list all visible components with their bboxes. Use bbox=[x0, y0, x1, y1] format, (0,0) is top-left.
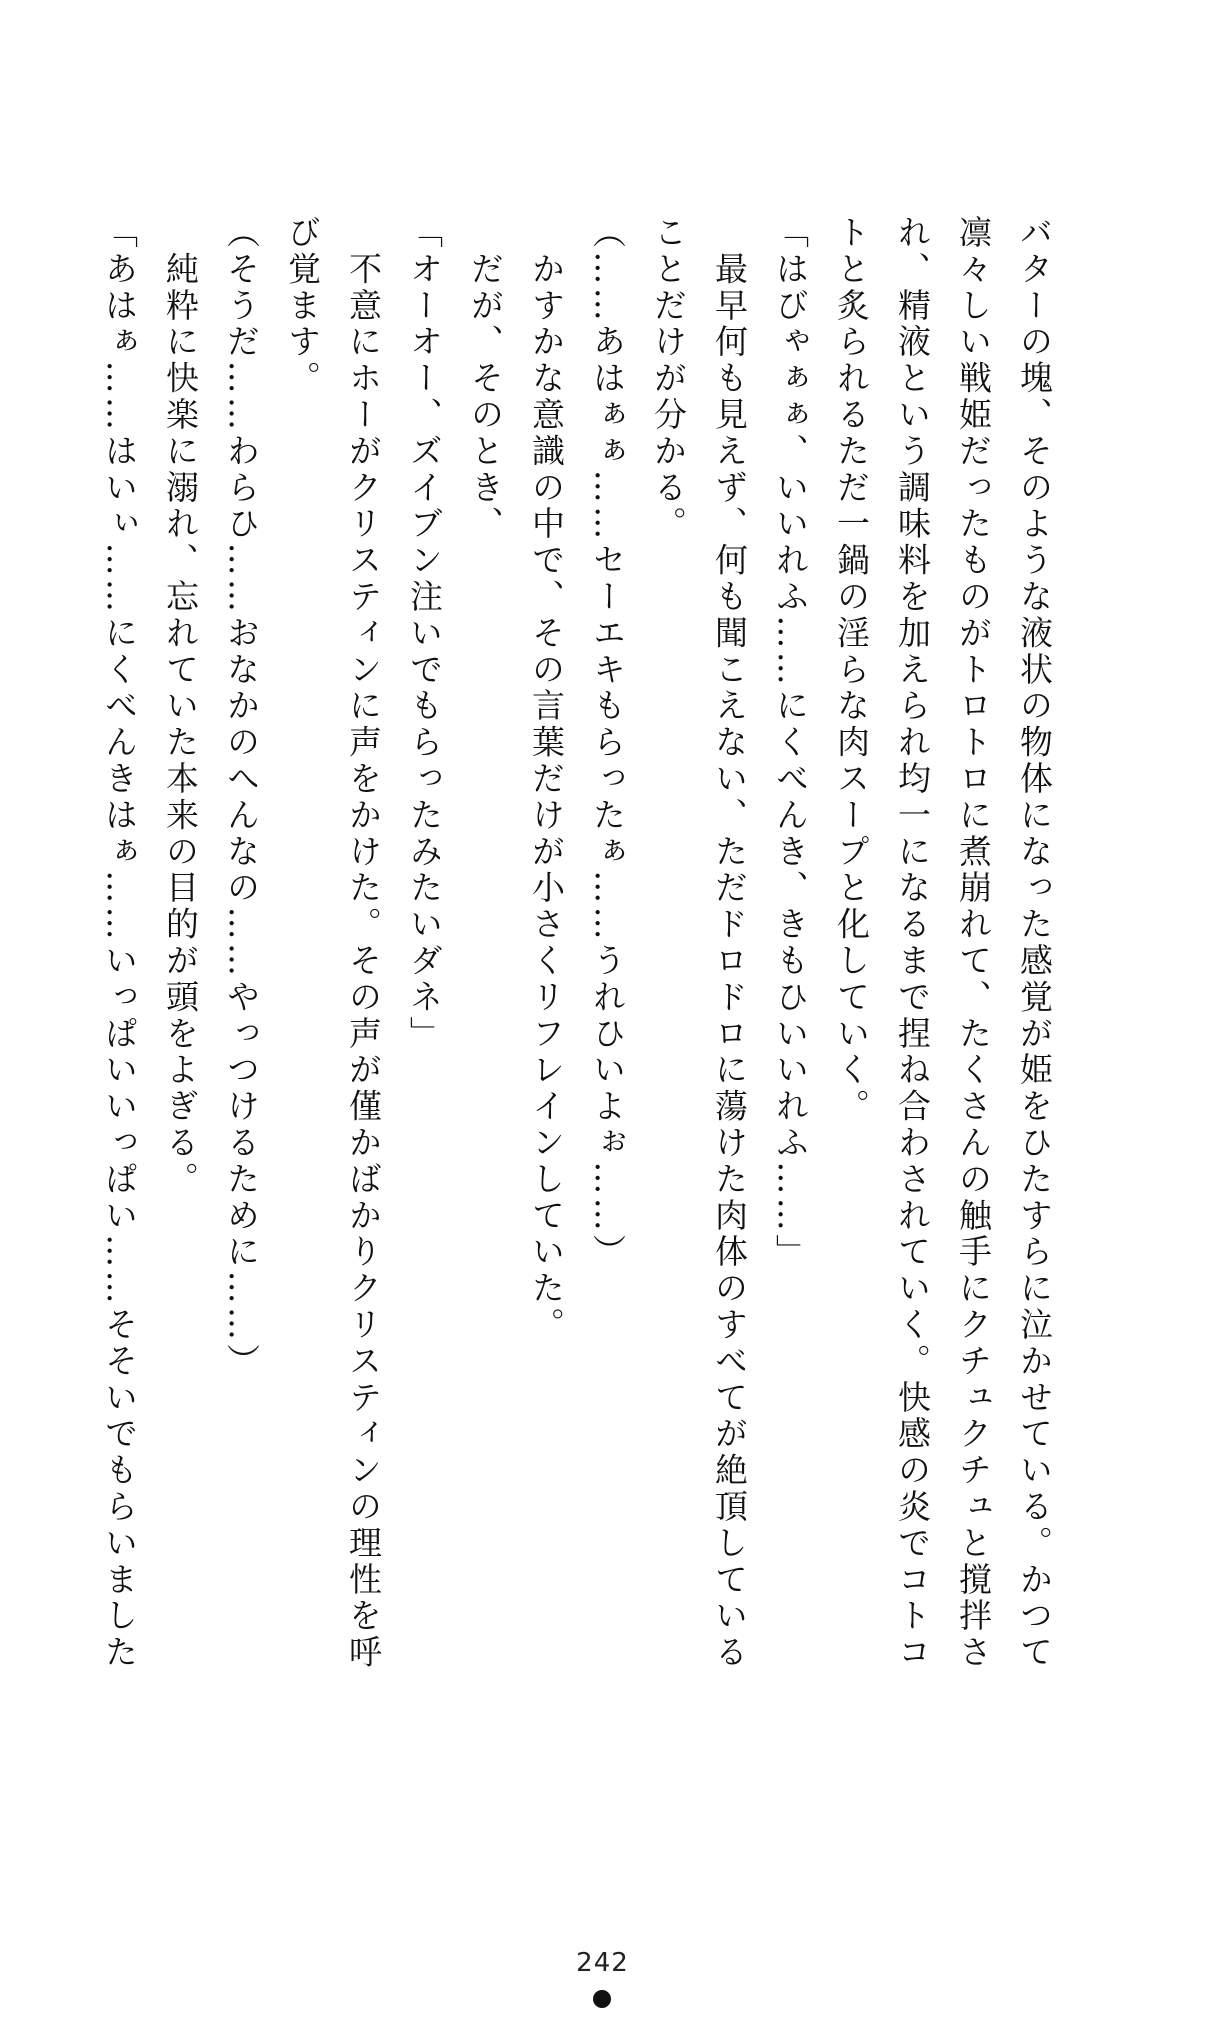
text-line: トと炙られるただ一鍋の淫らな肉スープと化していく。 bbox=[832, 215, 871, 1125]
page-marker-dot-icon bbox=[593, 1990, 611, 2008]
text-line: 最早何も見えず、何も聞こえない、ただドロドロに蕩けた肉体のすべてが絶頂している bbox=[710, 215, 749, 1671]
text-line: れ、精液という調味料を加えられ均一になるまで捏ね合わされていく。快感の炎でコトコ bbox=[893, 215, 932, 1671]
text-line: ことだけが分かる。 bbox=[649, 215, 688, 543]
text-line: び覚ます。 bbox=[283, 215, 322, 397]
text-line: かすかな意識の中で、その言葉だけが小さくリフレインしていた。 bbox=[527, 215, 566, 1344]
text-line: 「あはぁ……はいぃ……にくべんきはぁ……いっぱいいっぱい……そそいでもらいました bbox=[100, 215, 139, 1671]
text-line: （……あはぁぁ……セーエキもらったぁ……うれひいよぉ……） bbox=[588, 215, 627, 1271]
text-line: （そうだ……わらひ……おなかのへんなの……やっつけるために……） bbox=[222, 215, 261, 1380]
text-line: 「オーオー、ズイブン注いでもらったみたいダネ」 bbox=[405, 215, 444, 1053]
text-line: 「はびゃぁぁ、いいれふ……にくべんき、きもひいいれふ……」 bbox=[771, 215, 810, 1271]
page-number: 242 bbox=[576, 1948, 629, 1978]
text-line: だが、そのとき、 bbox=[466, 215, 505, 543]
vertical-text-body bbox=[65, 215, 1065, 1775]
text-line: 不意にホーがクリスティンに声をかけた。その声が僅かばかりクリスティンの理性を呼 bbox=[344, 215, 383, 1671]
text-line: バターの塊、そのような液状の物体になった感覚が姫をひたすらに泣かせている。かつて bbox=[1015, 215, 1054, 1671]
text-line: 純粋に快楽に溺れ、忘れていた本来の目的が頭をよぎる。 bbox=[161, 215, 200, 1198]
text-line: 凛々しい戦姫だったものがトロトロに煮崩れて、たくさんの触手にクチュクチュと撹拌さ bbox=[954, 215, 993, 1671]
